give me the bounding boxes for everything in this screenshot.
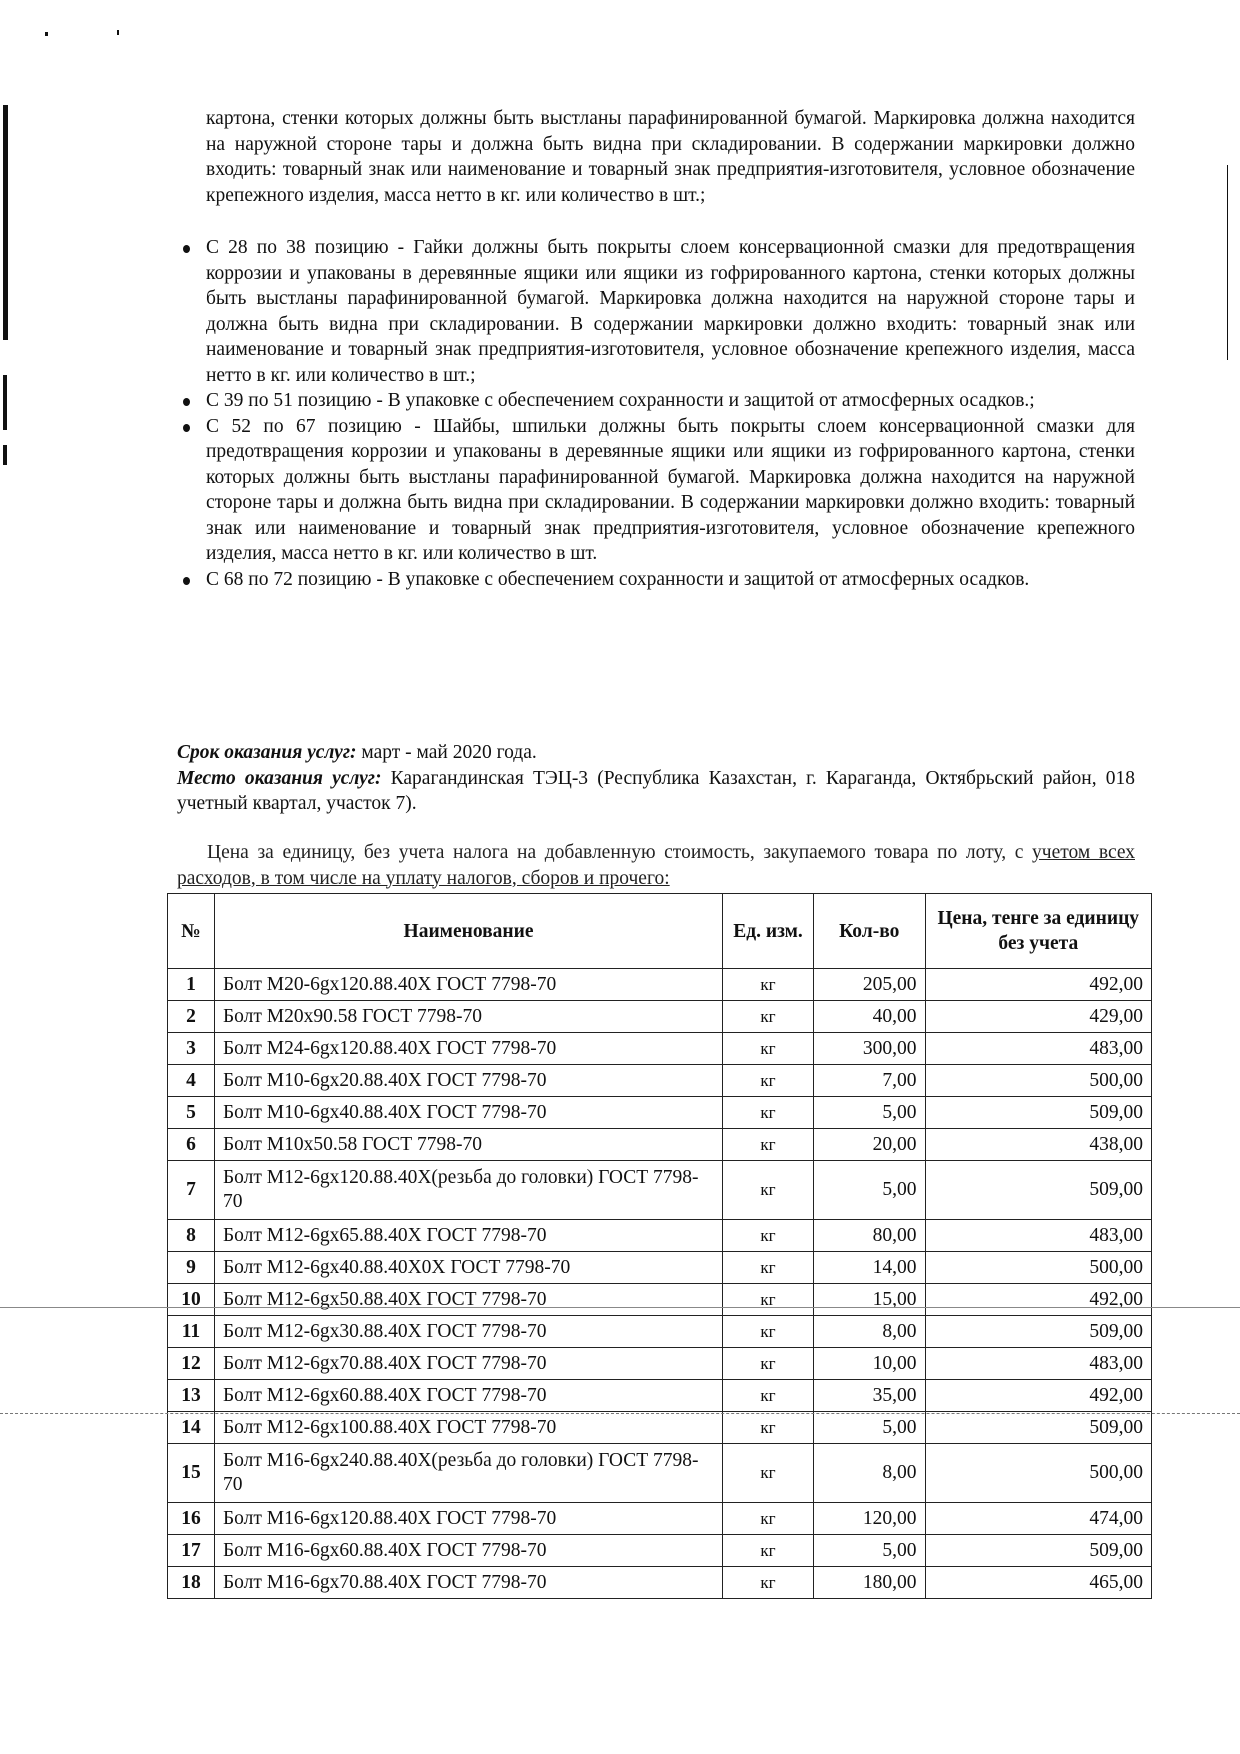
table-row (168, 1097, 1152, 1129)
row-qty: 14,00 (813, 1252, 925, 1284)
row-qty: 300,00 (813, 1033, 925, 1065)
list-item: С 39 по 51 позицию - В упаковке с обеспечением сохранности и защитой от атмосферных осадков.; (177, 388, 1135, 414)
table-row (168, 1284, 1152, 1316)
table-row (168, 1348, 1152, 1380)
scan-artifact (3, 375, 7, 430)
row-unit: кг (723, 1033, 814, 1065)
row-unit: кг (723, 1284, 814, 1316)
row-unit: кг (723, 1412, 814, 1444)
row-name: Болт М16-6gx70.88.40Х ГОСТ 7798-70 (214, 1567, 722, 1599)
row-qty: 180,00 (813, 1567, 925, 1599)
row-qty: 120,00 (813, 1503, 925, 1535)
row-unit: кг (723, 1503, 814, 1535)
row-price: 500,00 (925, 1444, 1151, 1503)
row-num: 4 (168, 1065, 215, 1097)
list-item: С 28 по 38 позицию - Гайки должны быть покрыты слоем консервационной смазки для предотвращения коррозии и упакованы в деревянные ящики или ящики из гофрированного картона, стенки которых должны быть выстланы парафинированной бумагой. Маркировка должна находится на наружной стороне тары и должна быть видна при складировании. В содержании маркировки должно входить: товарный знак или наименование и товарный знак предприятия-изготовителя, условное обозначение крепежного изделия, масса нетто в кг. или количество в шт.; (177, 235, 1135, 388)
row-name: Болт М12-6gx100.88.40Х ГОСТ 7798-70 (214, 1412, 722, 1444)
row-unit: кг (723, 1129, 814, 1161)
row-num: 14 (168, 1412, 215, 1444)
table-header-row (168, 894, 1152, 969)
row-qty: 20,00 (813, 1129, 925, 1161)
table-row (168, 1252, 1152, 1284)
scan-line (0, 1307, 1240, 1308)
continuation-paragraph: картона, стенки которых должны быть выстланы парафинированной бумагой. Маркировка должна находится на наружной стороне тары и должна быть видна при складировании. В содержании маркировки должно входить: товарный знак или наименование и товарный знак предприятия-изготовителя, условное обозначение крепежного изделия, масса нетто в кг. или количество в шт.; (206, 108, 1135, 206)
table-row (168, 1444, 1152, 1503)
col-header-name: Наименование (214, 894, 722, 969)
col-header-qty: Кол-во (813, 894, 925, 969)
service-terms (177, 740, 1135, 817)
row-num: 8 (168, 1220, 215, 1252)
row-qty: 35,00 (813, 1380, 925, 1412)
row-unit: кг (723, 1220, 814, 1252)
row-qty: 5,00 (813, 1412, 925, 1444)
row-price: 500,00 (925, 1065, 1151, 1097)
table-row (168, 1316, 1152, 1348)
row-price: 509,00 (925, 1535, 1151, 1567)
row-name: Болт М12-6gx50.88.40Х ГОСТ 7798-70 (214, 1284, 722, 1316)
row-price: 509,00 (925, 1412, 1151, 1444)
row-num: 13 (168, 1380, 215, 1412)
row-price: 429,00 (925, 1001, 1151, 1033)
row-price: 509,00 (925, 1097, 1151, 1129)
table-row (168, 1129, 1152, 1161)
row-price: 509,00 (925, 1161, 1151, 1220)
row-num: 1 (168, 969, 215, 1001)
row-name: Болт М10-6gx20.88.40Х ГОСТ 7798-70 (214, 1065, 722, 1097)
row-name: Болт М12-6gx40.88.40Х0Х ГОСТ 7798-70 (214, 1252, 722, 1284)
price-intro-line1: Цена за единицу, без учета налога на добавленную стоимость, закупаемого товара по лоту, с (207, 842, 1033, 863)
row-qty: 8,00 (813, 1444, 925, 1503)
row-name: Болт М20х90.58 ГОСТ 7798-70 (214, 1001, 722, 1033)
price-intro-line2: учетом всех расходов, в том числе на уплату налогов, сборов и прочего: (177, 842, 1135, 889)
row-unit: кг (723, 1380, 814, 1412)
row-num: 5 (168, 1097, 215, 1129)
row-num: 9 (168, 1252, 215, 1284)
row-num: 17 (168, 1535, 215, 1567)
service-period-label: Срок оказания услуг: (177, 742, 357, 763)
table-row (168, 1503, 1152, 1535)
row-name: Болт М12-6gx30.88.40Х ГОСТ 7798-70 (214, 1316, 722, 1348)
row-qty: 8,00 (813, 1316, 925, 1348)
row-price: 492,00 (925, 969, 1151, 1001)
scan-artifact (3, 445, 7, 465)
service-place-label: Место оказания услуг: (177, 767, 382, 789)
table-row (168, 1535, 1152, 1567)
row-price: 474,00 (925, 1503, 1151, 1535)
row-num: 6 (168, 1129, 215, 1161)
scan-line (0, 1413, 1240, 1414)
row-name: Болт М16-6gx120.88.40Х ГОСТ 7798-70 (214, 1503, 722, 1535)
row-qty: 5,00 (813, 1161, 925, 1220)
row-name: Болт М10х50.58 ГОСТ 7798-70 (214, 1129, 722, 1161)
row-unit: кг (723, 1161, 814, 1220)
row-price: 438,00 (925, 1129, 1151, 1161)
service-place (177, 766, 1135, 817)
row-unit: кг (723, 1316, 814, 1348)
row-num: 7 (168, 1161, 215, 1220)
row-qty: 40,00 (813, 1001, 925, 1033)
row-num: 18 (168, 1567, 215, 1599)
row-name: Болт М16-6gx60.88.40Х ГОСТ 7798-70 (214, 1535, 722, 1567)
table-row (168, 1033, 1152, 1065)
row-unit: кг (723, 1535, 814, 1567)
scan-artifact (1227, 165, 1228, 360)
row-qty: 205,00 (813, 969, 925, 1001)
row-unit: кг (723, 1097, 814, 1129)
col-header-num: № (168, 894, 215, 969)
row-qty: 7,00 (813, 1065, 925, 1097)
row-num: 16 (168, 1503, 215, 1535)
table-row (168, 1220, 1152, 1252)
scan-artifact (3, 105, 8, 340)
table-row (168, 969, 1152, 1001)
table-row (168, 1412, 1152, 1444)
col-header-price: Цена, тенге за единицу без учета (925, 894, 1151, 969)
row-name: Болт М20-6gx120.88.40Х ГОСТ 7798-70 (214, 969, 722, 1001)
packaging-requirements-list (177, 235, 1135, 592)
service-place-value: Карагандинская ТЭЦ-3 (Республика Казахстан, г. Караганда, Октябрьский район, 018 учетный квартал, участок 7). (177, 767, 1136, 814)
row-unit: кг (723, 1065, 814, 1097)
row-num: 15 (168, 1444, 215, 1503)
row-price: 492,00 (925, 1284, 1151, 1316)
row-name: Болт М24-6gx120.88.40Х ГОСТ 7798-70 (214, 1033, 722, 1065)
service-period-value: март - май 2020 года. (356, 742, 537, 763)
row-price: 483,00 (925, 1033, 1151, 1065)
service-period (177, 740, 1135, 766)
row-price: 483,00 (925, 1220, 1151, 1252)
row-name: Болт М12-6gx120.88.40Х(резьба до головки) ГОСТ 7798-70 (214, 1161, 722, 1220)
row-name: Болт М10-6gx40.88.40Х ГОСТ 7798-70 (214, 1097, 722, 1129)
row-unit: кг (723, 969, 814, 1001)
table-row (168, 1001, 1152, 1033)
row-price: 483,00 (925, 1348, 1151, 1380)
row-num: 11 (168, 1316, 215, 1348)
row-qty: 5,00 (813, 1535, 925, 1567)
row-num: 12 (168, 1348, 215, 1380)
row-unit: кг (723, 1001, 814, 1033)
row-name: Болт М16-6gx240.88.40Х(резьба до головки) ГОСТ 7798-70 (214, 1444, 722, 1503)
list-item: С 52 по 67 позицию - Шайбы, шпильки должны быть покрыты слоем консервационной смазки для предотвращения коррозии и упакованы в деревянные ящики или ящики из гофрированного картона, стенки которых должны быть выстланы парафинированной бумагой. Маркировка должна находится на наружной стороне тары и должна быть видна при складировании. В содержании маркировки должно входить: товарный знак или наименование и товарный знак предприятия-изготовителя, условное обозначение крепежного изделия, масса нетто в кг. или количество в шт. (177, 414, 1135, 567)
price-intro (177, 840, 1135, 891)
row-unit: кг (723, 1252, 814, 1284)
items-table (167, 893, 1152, 1599)
row-num: 10 (168, 1284, 215, 1316)
row-qty: 5,00 (813, 1097, 925, 1129)
row-price: 465,00 (925, 1567, 1151, 1599)
table-row (168, 1567, 1152, 1599)
row-qty: 10,00 (813, 1348, 925, 1380)
row-name: Болт М12-6gx65.88.40Х ГОСТ 7798-70 (214, 1220, 722, 1252)
row-num: 3 (168, 1033, 215, 1065)
table-row (168, 1065, 1152, 1097)
scan-artifact (45, 32, 48, 36)
row-name: Болт М12-6gx60.88.40Х ГОСТ 7798-70 (214, 1380, 722, 1412)
list-item: С 68 по 72 позицию - В упаковке с обеспечением сохранности и защитой от атмосферных осадков. (177, 567, 1135, 593)
row-unit: кг (723, 1567, 814, 1599)
row-num: 2 (168, 1001, 215, 1033)
row-price: 509,00 (925, 1316, 1151, 1348)
row-qty: 80,00 (813, 1220, 925, 1252)
table-row (168, 1380, 1152, 1412)
row-unit: кг (723, 1444, 814, 1503)
row-name: Болт М12-6gx70.88.40Х ГОСТ 7798-70 (214, 1348, 722, 1380)
row-qty: 15,00 (813, 1284, 925, 1316)
table-row (168, 1161, 1152, 1220)
scan-artifact (117, 30, 119, 35)
row-unit: кг (723, 1348, 814, 1380)
row-price: 500,00 (925, 1252, 1151, 1284)
row-price: 492,00 (925, 1380, 1151, 1412)
col-header-unit: Ед. изм. (723, 894, 814, 969)
